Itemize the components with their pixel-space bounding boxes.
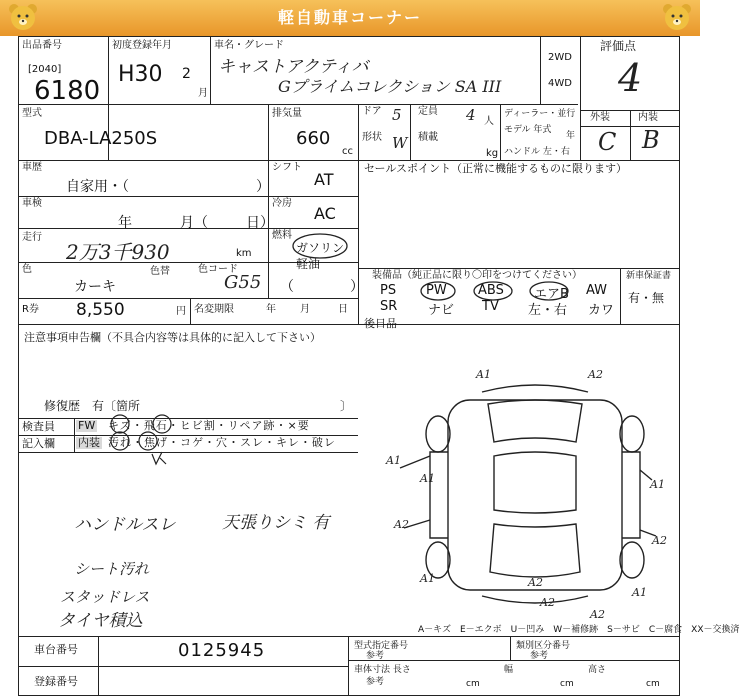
repair-history: 修復歴 有〔箇所 bbox=[44, 399, 141, 413]
shift-value: AT bbox=[314, 170, 334, 189]
score-value: 4 bbox=[618, 56, 643, 100]
equip-tv: TV bbox=[482, 299, 499, 314]
note-handle-wear: ハンドルスレ bbox=[74, 515, 176, 535]
color-value: カーキ bbox=[74, 279, 116, 295]
handle-label: ハンドル 左・右 bbox=[504, 147, 570, 157]
shape-label: 形状 bbox=[362, 132, 382, 143]
note-tire-loaded: タイヤ積込 bbox=[58, 611, 143, 631]
model-year-label: モデル 年式 bbox=[504, 125, 552, 135]
color-code-label: 色コード bbox=[198, 264, 238, 275]
exterior-label: 外装 bbox=[590, 112, 610, 123]
model-label: 型式 bbox=[22, 108, 42, 119]
lot-label: 出品番号 bbox=[22, 40, 62, 51]
load-label: 積載 bbox=[418, 132, 438, 143]
displacement-value: 660 bbox=[296, 128, 331, 149]
damage-mark: A2 bbox=[528, 576, 543, 589]
equip-aw: AW bbox=[586, 283, 608, 298]
note-studless: スタッドレス bbox=[60, 588, 150, 606]
score-label: 評価点 bbox=[600, 39, 637, 53]
sales-point-label: セールスポイント（正常に機能するものに限ります） bbox=[364, 162, 628, 175]
recycle-value: 8,550 bbox=[76, 300, 125, 320]
check-row2: 汚れ・焦げ・コゲ・穴・スレ・キレ・破レ bbox=[108, 436, 336, 449]
check-row1: キズ・飛石・ヒビ割・リペア跡・×要 bbox=[108, 419, 310, 432]
mileage-label: 走行 bbox=[22, 232, 42, 243]
history-label: 車歴 bbox=[22, 162, 42, 173]
damage-mark: A2 bbox=[394, 518, 409, 531]
width-label: 幅 bbox=[504, 665, 514, 675]
car-name-label: 車名・グレード bbox=[214, 40, 284, 51]
equip-abs: ABS bbox=[478, 283, 504, 298]
mileage-value: 2万3千930 bbox=[66, 240, 170, 264]
shape-value: W bbox=[392, 134, 408, 152]
fuel-selected-circle bbox=[290, 232, 350, 262]
equip-airbag: エアB bbox=[534, 287, 569, 302]
damage-legend: A－キズ E－エクボ U－凹み W－補修跡 S－サビ C－腐食 XX－交換済 bbox=[418, 625, 739, 635]
cooler-value: AC bbox=[314, 204, 336, 223]
damage-mark: A1 bbox=[420, 572, 435, 585]
color-label: 色 bbox=[22, 264, 32, 275]
lot-bracket: [2040] bbox=[28, 64, 62, 75]
recycle-label: R券 bbox=[22, 304, 39, 315]
equip-sr: SR bbox=[380, 299, 398, 314]
equip-abs-circle bbox=[472, 280, 514, 302]
interior-grade: B bbox=[642, 126, 660, 154]
damage-mark: A1 bbox=[632, 586, 647, 599]
fuel-label: 燃料 bbox=[272, 230, 292, 241]
car-grade: Gプライムコレクション SA III bbox=[278, 77, 502, 96]
plate-label: 登録番号 bbox=[34, 675, 78, 688]
lot-number: 6180 bbox=[34, 76, 101, 106]
chassis-number: 0125945 bbox=[178, 640, 266, 661]
interior-label: 内装 bbox=[638, 112, 658, 123]
damage-mark: A1 bbox=[650, 478, 665, 491]
registration-label: 初度登録年月 bbox=[112, 40, 172, 51]
later-date-label: 後日品 bbox=[364, 317, 397, 330]
fuel-options: ガソリン 軽油 bbox=[296, 241, 345, 271]
owner-change-label: 名変期限 bbox=[194, 304, 234, 315]
bear-icon bbox=[6, 2, 40, 34]
equip-leather: カワ bbox=[588, 303, 615, 318]
check-interior: 内装 bbox=[78, 436, 100, 449]
height-label: 高さ bbox=[588, 665, 607, 675]
damage-mark: A1 bbox=[420, 472, 435, 485]
drive-4wd: 4WD bbox=[548, 78, 572, 89]
check-fw: FW bbox=[78, 419, 96, 432]
damage-mark: A2 bbox=[540, 596, 555, 609]
doors-value: 5 bbox=[392, 106, 402, 124]
checker-label: 検査員 bbox=[22, 420, 55, 433]
type-designation-label: 型式指定番号 bbox=[354, 641, 409, 651]
note-seat-dirt: シート汚れ bbox=[74, 560, 150, 578]
entry-label: 記入欄 bbox=[22, 437, 55, 450]
model-value: DBA-LA250S bbox=[44, 128, 158, 149]
equip-navi: ナビ bbox=[428, 303, 455, 318]
color-change-label: 色替 bbox=[150, 266, 170, 277]
inspection-label: 車検 bbox=[22, 198, 42, 209]
car-condition-diagram bbox=[386, 360, 680, 621]
car-name: キャストアクティバ bbox=[218, 57, 369, 77]
equip-pw: PW bbox=[426, 283, 447, 298]
note-ceiling-stain: 天張りシミ 有 bbox=[222, 513, 330, 533]
header-title: 軽自動車コーナー bbox=[277, 8, 422, 27]
damage-mark: A2 bbox=[588, 368, 603, 381]
equip-pw-circle bbox=[418, 280, 458, 302]
equip-airbag-circle bbox=[528, 280, 570, 302]
capacity-value: 4 bbox=[466, 106, 476, 124]
capacity-label: 定員 bbox=[418, 106, 438, 117]
bear-icon bbox=[660, 2, 694, 34]
exterior-grade: C bbox=[598, 128, 617, 156]
dealer-label: ディーラー・並行 bbox=[504, 109, 576, 119]
color-code: G55 bbox=[224, 272, 262, 293]
equip-ps: PS bbox=[380, 283, 397, 298]
drive-2wd: 2WD bbox=[548, 52, 572, 63]
cooler-label: 冷房 bbox=[272, 198, 292, 209]
registration-era: H30 bbox=[118, 62, 163, 87]
warranty-label: 新車保証書 bbox=[626, 271, 672, 281]
registration-month: 2 bbox=[182, 66, 191, 82]
notes-label: 注意事項申告欄（不具合内容等は具体的に記入して下さい） bbox=[24, 331, 321, 344]
history-value: 自家用・（ bbox=[66, 179, 129, 195]
damage-mark: A1 bbox=[386, 454, 401, 467]
doors-label: ドア bbox=[362, 106, 382, 117]
damage-mark: A2 bbox=[652, 534, 667, 547]
warranty-value: 有・無 bbox=[628, 291, 665, 305]
check-marks bbox=[104, 414, 194, 468]
displacement-label: 排気量 bbox=[272, 108, 302, 119]
equipment-label: 装備品（純正品に限り〇印をつけてください） bbox=[372, 270, 582, 281]
damage-mark: A2 bbox=[590, 608, 605, 621]
equip-left-right: 左・右 bbox=[528, 303, 568, 318]
damage-mark: A1 bbox=[476, 368, 491, 381]
body-size-label: 車体寸法 長さ bbox=[354, 665, 411, 675]
chassis-label: 車台番号 bbox=[34, 643, 78, 656]
category-label: 類別区分番号 bbox=[516, 641, 571, 651]
shift-label: シフト bbox=[272, 162, 302, 173]
